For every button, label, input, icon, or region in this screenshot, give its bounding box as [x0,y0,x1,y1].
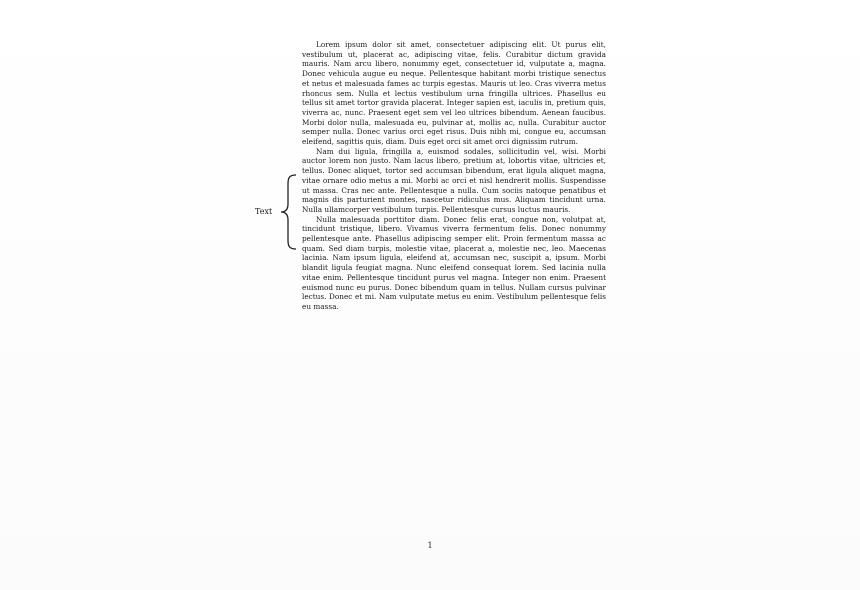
paragraph-2: Nam dui ligula, fringilla a, euismod sodales, sollicitudin vel, wisi. Morbi auctor lorem non justo. Nam lacus libero, pretium at, lobortis vitae, ultricies et, tellus. Donec aliquet, tortor sed accumsan bibendum, erat ligula aliquet magna, vitae ornare odio metus a mi. Morbi ac orci et nisl hendrerit mollis. Suspendisse ut massa. Cras nec ante. Pellentesque a nulla. Cum sociis natoque penatibus et magnis dis parturient montes, nascetur ridiculus mus. Aliquam tincidunt urna. Nulla ullamcorper vestibulum turpis. Pellentesque cursus luctus mauris. [302,146,606,214]
paragraph-3: Nulla malesuada porttitor diam. Donec felis erat, congue non, volutpat at, tincidunt tristique, libero. Vivamus viverra fermentum felis. Donec nonummy pellentesque ante. Phasellus adipiscing semper elit. Proin fermentum massa ac quam. Sed diam turpis, molestie vitae, placerat a, molestie nec, leo. Maecenas lacinia. Nam ipsum ligula, eleifend at, accumsan nec, suscipit a, ipsum. Morbi blandit ligula feugiat magna. Nunc eleifend consequat lorem. Sed lacinia nulla vitae enim. Pellentesque tincidunt purus vel magna. Integer non enim. Praesent euismod nunc eu purus. Donec bibendum quam in tellus. Nullam cursus pulvinar lectus. Donec et mi. Nam vulputate metus eu enim. Vestibulum pellentesque felis eu massa. [302,214,606,311]
curly-brace-icon [281,175,296,249]
page-number: 1 [427,541,433,550]
brace-label: Text [255,207,273,216]
paragraph-1: Lorem ipsum dolor sit amet, consectetuer adipiscing elit. Ut purus elit, vestibulum ut, placerat ac, adipiscing vitae, felis. Curabitur dictum gravida mauris. Nam arcu libero, nonummy eget, consectetuer id, vulputate a, magna. Donec vehicula augue eu neque. Pellentesque habitant morbi tristique senectus et netus et malesuada fames ac turpis egestas. Mauris ut leo. Cras viverra metus rhoncus sem. Nulla et lectus vestibulum urna fringilla ultrices. Phasellus eu tellus sit amet tortor gravida placerat. Integer sapien est, iaculis in, pretium quis, viverra ac, nunc. Praesent eget sem vel leo ultrices bibendum. Aenean faucibus. Morbi dolor nulla, malesuada eu, pulvinar at, mollis ac, nulla. Curabitur auctor semper nulla. Donec varius orci eget risus. Duis nibh mi, congue eu, accumsan eleifend, sagittis quis, diam. Duis eget orci sit amet orci dignissim rutrum. [302,40,606,147]
body-text [302,40,606,312]
curly-brace-annotation [276,174,298,250]
